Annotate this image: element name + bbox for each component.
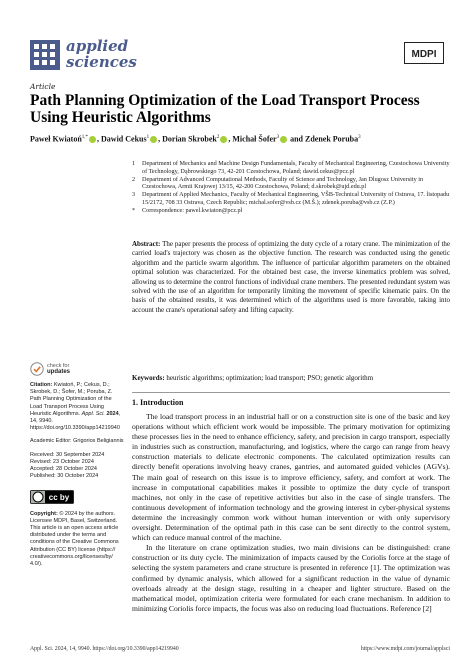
keywords-text: heuristic algorithms; optimization; load transport; PSO; genetic algorithm bbox=[166, 374, 374, 382]
author-sup: 2 bbox=[216, 135, 220, 140]
journal-logo-icon bbox=[30, 40, 60, 70]
author-conjunction: and bbox=[290, 134, 303, 144]
author-list: Paweł Kwiatoń$^{1,*}$ , Dawid Cekus$^1$ , Dorian Skrobek$^2$ , Michał Šofer$^3$ and Zdenek Poruba$^3$ bbox=[30, 134, 361, 144]
article-type: Article bbox=[30, 82, 56, 91]
check-label-line2: updates bbox=[47, 369, 71, 375]
footer-journal-link[interactable]: https://www.mdpi.com/journal/applsci bbox=[360, 646, 450, 652]
author-sup: 1 bbox=[146, 135, 150, 140]
abstract bbox=[132, 240, 450, 315]
editor-label: Academic Editor: bbox=[30, 438, 72, 445]
journal-name-line2: sciences bbox=[66, 53, 137, 71]
citation-journal: Appl. Sci. bbox=[81, 410, 105, 417]
affiliations bbox=[132, 160, 450, 215]
cc-by-license-icon[interactable] bbox=[30, 490, 74, 504]
editor-name: Grigorios Beligiannis bbox=[73, 438, 124, 445]
citation-rest[interactable]: , 14, 9940. https://doi.org/10.3390/app14219940 bbox=[30, 410, 121, 432]
copyright-text: © 2024 by the authors. Licensee MDPI, Basel, Switzerland. This article is an open access article distributed under the terms and conditions of the Creative Commons Attribution (CC BY) license (https:// creativecommons.org/licenses/by/ 4.0/). bbox=[30, 510, 119, 568]
dates-block bbox=[30, 452, 124, 481]
mdpi-logo-icon bbox=[404, 42, 444, 64]
check-label-line1: check for bbox=[47, 363, 70, 369]
mdpi-logo-text: MDPI bbox=[411, 49, 437, 60]
journal-header bbox=[30, 38, 444, 78]
check-for-updates-button[interactable] bbox=[30, 362, 124, 376]
author-name[interactable]: Zdenek Poruba bbox=[305, 134, 359, 144]
introduction-body bbox=[132, 412, 450, 614]
citation-block bbox=[30, 382, 124, 432]
citation-year: 2024 bbox=[106, 410, 119, 417]
section-heading: 1. Introduction bbox=[132, 398, 184, 407]
citation-label: Citation: bbox=[30, 382, 53, 388]
author-sup: 3 bbox=[276, 135, 280, 140]
article-sidebar bbox=[30, 362, 124, 574]
accepted-date: Accepted: 28 October 2024 bbox=[30, 466, 97, 473]
copyright-label: Copyright: bbox=[30, 510, 58, 517]
copyright-block bbox=[30, 511, 124, 569]
affiliation-item: 1 Department of Mechanics and Machine Design Fundamentals, Faculty of Mechanical Engineering, Czestochowa University of Technology, Dąbrowskiego 73, 42-201 Czestochowa, Poland; dawid.cekus@pcz.pl bbox=[132, 160, 450, 175]
page-footer bbox=[30, 646, 450, 652]
editor-block bbox=[30, 438, 124, 445]
orcid-icon[interactable] bbox=[220, 136, 227, 143]
author-sup: 1,* bbox=[81, 135, 89, 140]
author-name[interactable]: Michał Šofer bbox=[232, 134, 277, 144]
keywords-label: Keywords: bbox=[132, 374, 165, 382]
paragraph: The load transport process in an industrial hall or on a construction site is one of the basic and key operations without which efficient work would be impossible. The primary motivation for optimizing these processes lies in the need to enhance efficiency, safety, and precision in cargo transport, especially in industries such as construction, manufacturing, and logistics, where the cargo can range from heavy construction materials to delicate electronic components. The calculated optimization results can directly benefit operations involving heavy cranes, gantries, and automated guided vehicles (AGVs). The main goal of research on this issue is to improve efficiency, safety, and comfort at work. The increase in computational capabilities makes it possible to optimize the duty cycle of transport machines, not only in the case of repetitive activities but also in the case of single transfers. The continuous development of information technology and the growing interest in cyber-physical systems determine the increasingly common work without human intervention or with only supervisory oversight. Determination of the optimal path in this case can be sent directly to the control system, which can reduce manual control of the machine. bbox=[132, 412, 450, 543]
cc-label: cc by bbox=[48, 493, 70, 503]
revised-date: Revised: 23 October 2024 bbox=[30, 458, 94, 465]
paragraph: In the literature on crane optimization studies, two main divisions can be distinguished: crane construction or its duty cycle. The minimization of impacts caused by the Coriolis force at the stage of selecting the system parameters and crane structure is presented in reference [1]. The optimization was confirmed by dynamic analysis, which allowed for a significant reduction in the value of dynamic overloads already at the design stage, resulting in a cheaper and lighter structure. Based on the mathematical model, optimization criteria were formulated for each crane mechanism. In addition to minimizing Coriolis force impacts, the focus was also on reducing load fluctuations. Reference [2] bbox=[132, 543, 450, 613]
author-sup: 3 bbox=[358, 135, 361, 140]
footer-citation[interactable]: Appl. Sci. 2024, 14, 9940. https://doi.org/10.3390/app14219940 bbox=[30, 646, 179, 652]
orcid-icon[interactable] bbox=[150, 136, 157, 143]
divider bbox=[132, 392, 450, 393]
published-date: Published: 30 October 2024 bbox=[30, 473, 99, 480]
affiliation-item: 2 Department of Advanced Computational Methods, Faculty of Science and Technology, Jan Dlugosz University in Czestochowa, Armii Krajowej 13/15, 42-200 Czestochowa, Poland; d.skrobek@ujd.edu.pl bbox=[132, 175, 424, 191]
affiliation-item: 3 Department of Applied Mechanics, Faculty of Mechanical Engineering, VŠB-Technical University of Ostrava, 17. listopadu 15/2172, 708 33 Ostrava, Czech Republic; michal.sofer@vsb.cz (M.Š.); zdenek.poruba@vsb.cz (Z.P.) bbox=[132, 191, 450, 206]
author-name[interactable]: Dorian Skrobek bbox=[162, 134, 217, 144]
check-updates-icon bbox=[30, 362, 44, 376]
abstract-text: The paper presents the process of optimizing the duty cycle of a rotary crane. The minimization of the carried load's trajectory was chosen as the objective function. The research was conducted using the genetic algorithm and the particle swarm algorithm. The influence of particular algorithm parameters on the obtained optimal solution was characterized. For the obtained best case, the inverse kinematics problem was solved, allowing us to determine the control functions of individual crane members. The presented redundant system was solved with the use of an algorithm for temporarily limiting the movement of specific kinematic pairs. On the basis of the obtained results, it was determined which of the algorithms used is more favorable, taking into account the crane's operational safety and lifting capacity. bbox=[132, 240, 451, 314]
journal-name bbox=[66, 38, 137, 70]
author-name[interactable]: Dawid Cekus bbox=[101, 134, 147, 144]
journal-name-line1: applied bbox=[66, 37, 129, 55]
orcid-icon[interactable] bbox=[89, 136, 96, 143]
correspondence: * Correspondence: pawel.kwiaton@pcz.pl bbox=[132, 207, 243, 215]
abstract-label: Abstract: bbox=[132, 240, 161, 248]
keywords bbox=[132, 374, 450, 383]
orcid-icon[interactable] bbox=[280, 136, 287, 143]
author-name[interactable]: Paweł Kwiatoń bbox=[30, 134, 82, 144]
page-title: Path Planning Optimization of the Load Transport Process Using Heuristic Algorithms bbox=[30, 92, 420, 126]
received-date: Received: 30 September 2024 bbox=[30, 451, 105, 458]
citation-text: Kwiatoń, P.; Cekus, D.; Skrobek, D.; Šofer, M.; Poruba, Z. Path Planning Optimization of the Load Transport Process Using Heuristic Algorithms. bbox=[30, 382, 113, 417]
